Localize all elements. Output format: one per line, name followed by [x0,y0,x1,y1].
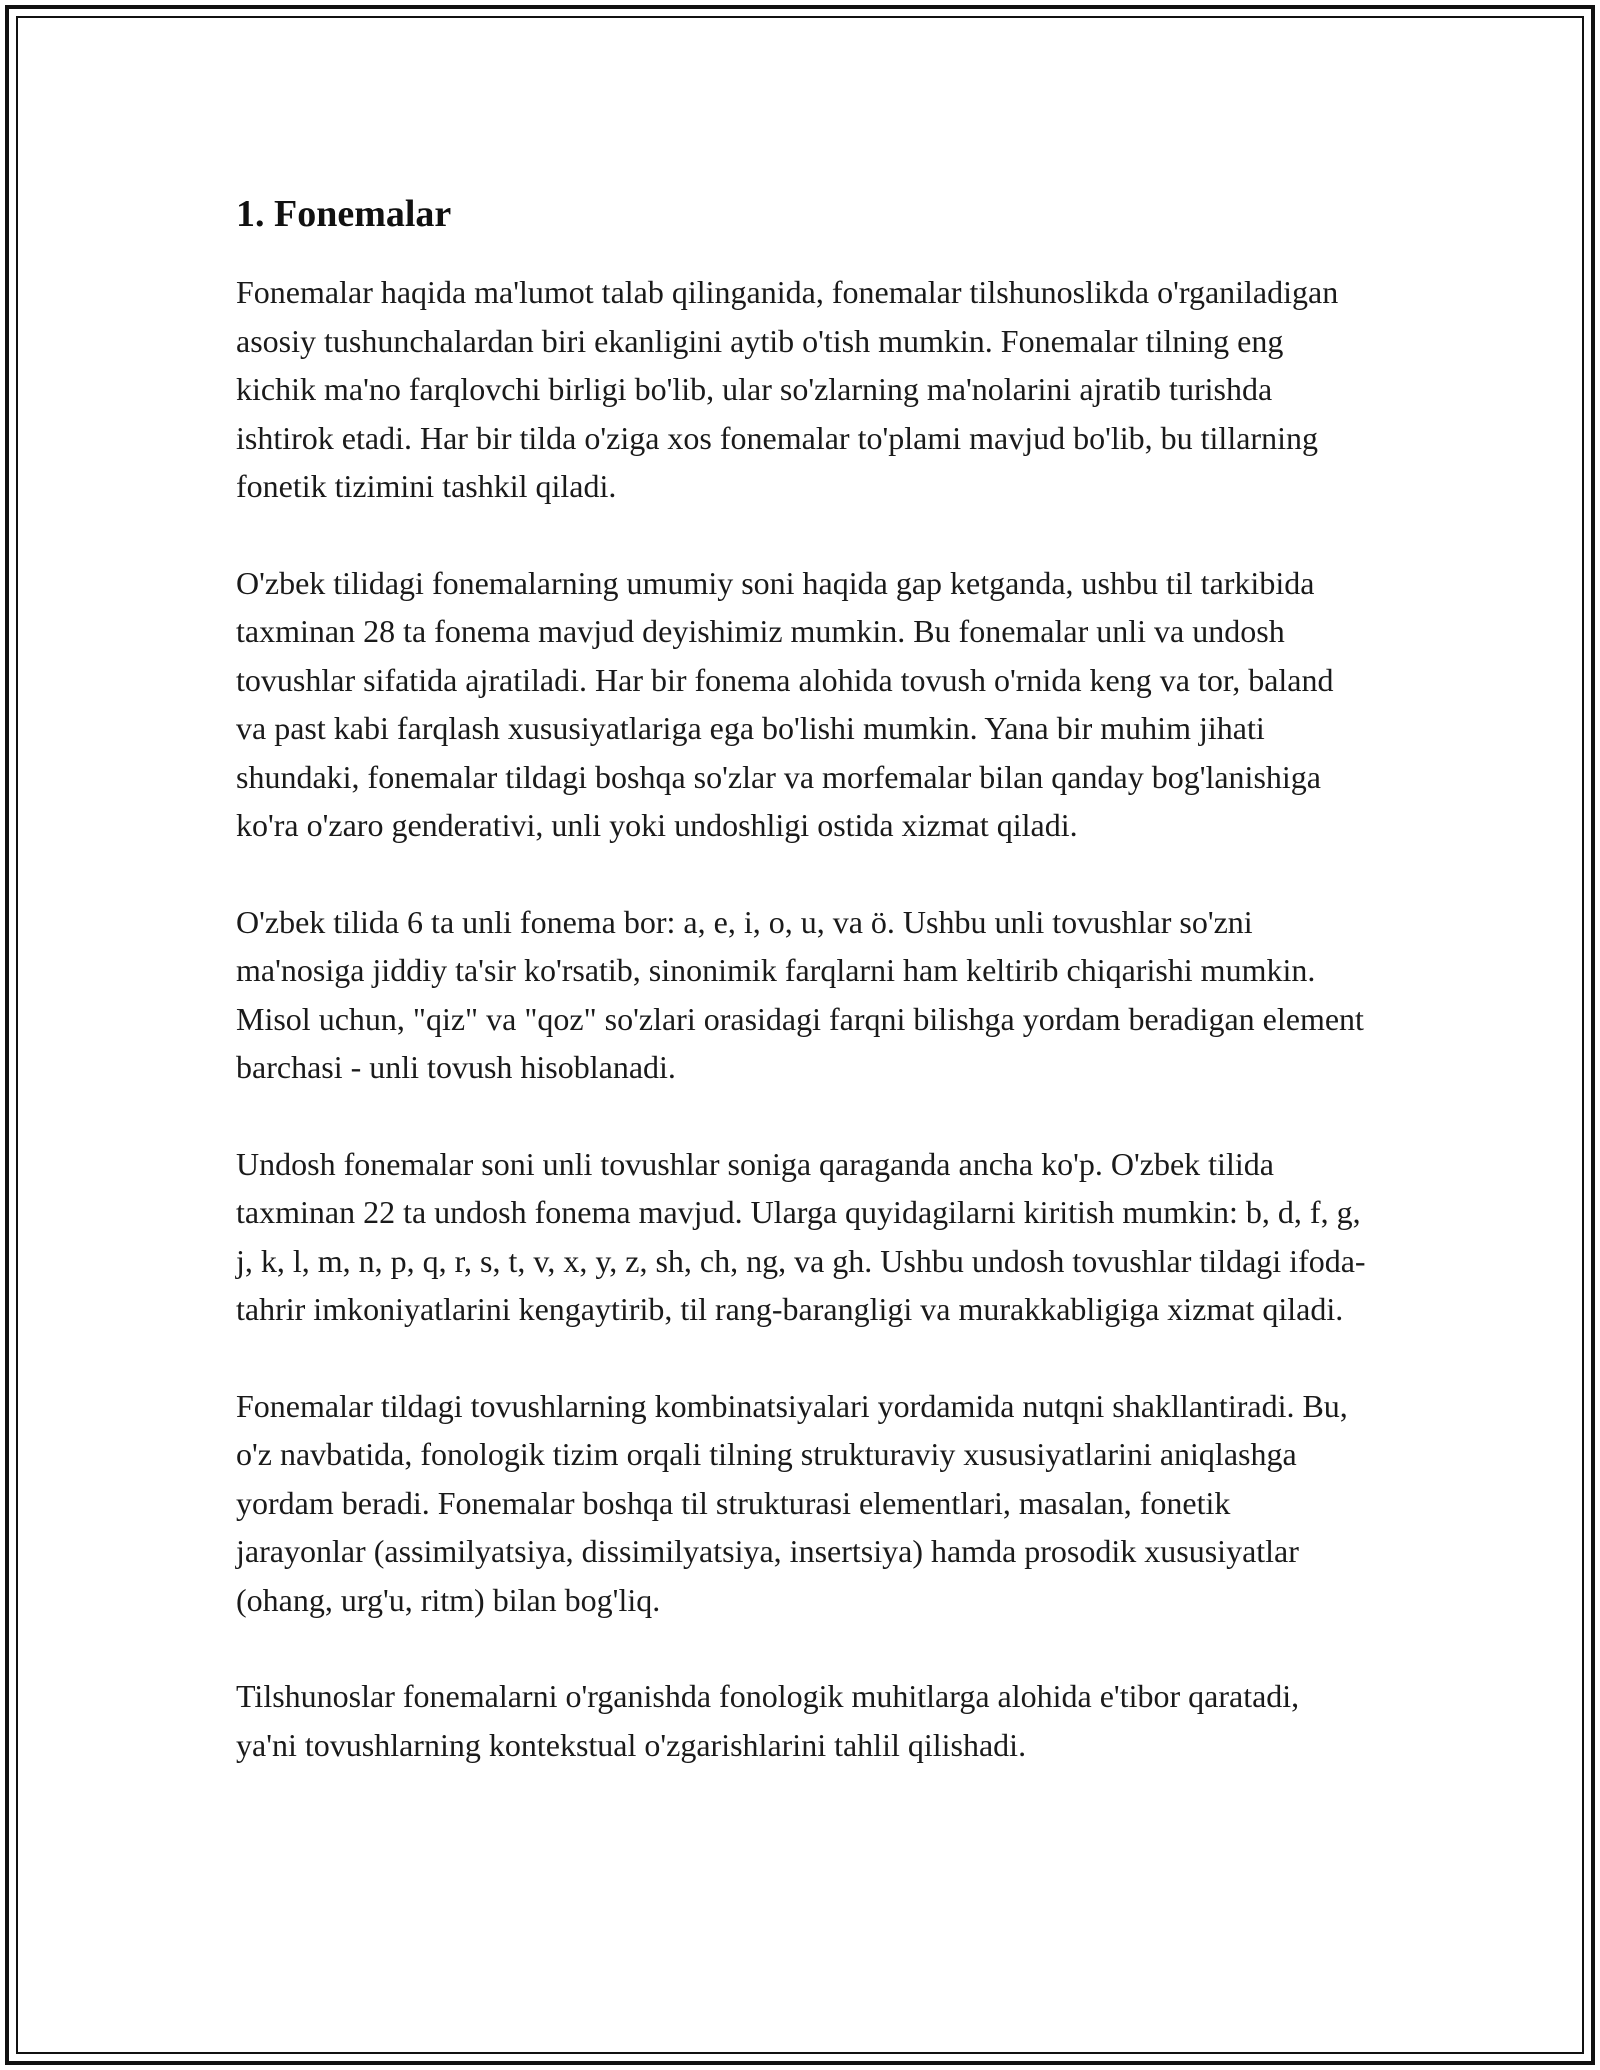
paragraph-4: Undosh fonemalar soni unli tovushlar soniga qaraganda ancha ko'p. O'zbek tilida taxminan 22 ta undosh fonema mavjud. Ularga quyidagilarni kiritish mumkin: b, d, f, g, j, k, l, m, n, p, q, r, s, t, v, x, y, z, sh, ch, ng, va gh. Ushbu undosh tovushlar tildagi ifoda-tahrir imkoniyatlarini kengaytirib, til rang-barangligi va murakkabligiga xizmat qiladi. [236,1145,1366,1327]
paragraph-2: O'zbek tilidagi fonemalarning umumiy soni haqida gap ketganda, ushbu til tarkibida taxminan 28 ta fonema mavjud deyishimiz mumkin. Bu fonemalar unli va undosh tovushlar sifatida ajratiladi. Har bir fonema alohida tovush o'rnida keng va tor, baland va past kabi farqlash xususiyatlariga ega bo'lishi mumkin. Yana bir muhim jihati shundaki, fonemalar tildagi boshqa so'zlar va morfemalar bilan qanday bog'lanishiga ko'ra o'zaro genderativi, unli yoki undoshligi ostida xizmat qiladi. [236,564,1334,843]
paragraph-5: Fonemalar tildagi tovushlarning kombinatsiyalari yordamida nutqni shakllantiradi. Bu, o'z navbatida, fonologik tizim orqali tilning strukturaviy xususiyatlarini aniqlashga yordam beradi. Fonemalar boshqa til strukturasi elementlari, masalan, fonetik jarayonlar (assimilyatsiya, dissimilyatsiya, insertsiya) hamda prosodik xususiyatlar (ohang, urg'u, ritm) bilan bog'liq. [236,1387,1348,1618]
section-heading: 1. Fonemalar [236,193,452,235]
paragraph-1: Fonemalar haqida ma'lumot talab qilinganida, fonemalar tilshunoslikda o'rganiladigan asosiy tushunchalardan biri ekanligini aytib o'tish mumkin. Fonemalar tilning eng kichik ma'no farqlovchi birligi bo'lib, ular so'zlarning ma'nolarini ajratib turishda ishtirok etadi. Har bir tilda o'ziga xos fonemalar to'plami mavjud bo'lib, bu tillarning fonetik tizimini tashkil qiladi. [236,274,1339,504]
paragraph-6: Tilshunoslar fonemalarni o'rganishda fonologik muhitlarga alohida e'tibor qaratadi, ya'ni tovushlarning kontekstual o'zgarishlarini tahlil qilishadi. [236,1678,1300,1763]
document-body [236,186,1366,1817]
paragraph-3: O'zbek tilida 6 ta unli fonema bor: a, e, i, o, u, va ö. Ushbu unli tovushlar so'zni ma'nosiga jiddiy ta'sir ko'rsatib, sinonimik farqlarni ham keltirib chiqarishi mumkin. Misol uchun, "qiz" va "qoz" so'zlari orasidagi farqni bilishga yordam beradigan element barchasi - unli tovush hisoblanadi. [236,903,1364,1085]
